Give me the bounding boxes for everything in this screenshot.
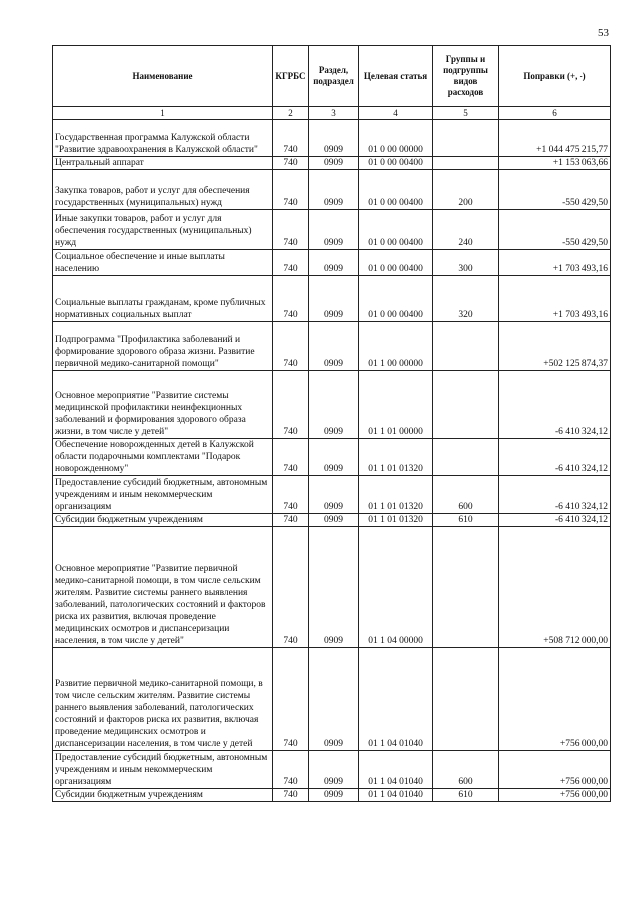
row-kgrbs: 740 (273, 476, 309, 514)
row-section: 0909 (309, 170, 359, 210)
row-target: 01 1 04 00000 (359, 527, 433, 648)
row-amount: +502 125 874,37 (499, 322, 611, 371)
row-section: 0909 (309, 157, 359, 170)
row-group (433, 439, 499, 476)
header-amendment: Поправки (+, -) (499, 46, 611, 107)
row-target: 01 0 00 00400 (359, 250, 433, 276)
row-kgrbs: 740 (273, 157, 309, 170)
row-target: 01 1 04 01040 (359, 751, 433, 789)
row-name: Подпрограмма "Профилактика заболеваний и формирование здорового образа жизни. Развитие первичной медико-санитарной помощи" (53, 322, 273, 371)
row-section: 0909 (309, 120, 359, 157)
row-target: 01 1 01 01320 (359, 514, 433, 527)
row-amount: +756 000,00 (499, 789, 611, 802)
row-group (433, 648, 499, 751)
row-amount: +756 000,00 (499, 648, 611, 751)
row-amount: +1 153 063,66 (499, 157, 611, 170)
row-section: 0909 (309, 250, 359, 276)
row-amount: -6 410 324,12 (499, 371, 611, 439)
row-group: 300 (433, 250, 499, 276)
row-name: Закупка товаров, работ и услуг для обеспечения государственных (муниципальных) нужд (53, 170, 273, 210)
row-kgrbs: 740 (273, 648, 309, 751)
row-name: Предоставление субсидий бюджетным, автономным учреждениям и иным некоммерческим организациям (53, 751, 273, 789)
row-target: 01 1 01 00000 (359, 371, 433, 439)
table-row (53, 789, 611, 802)
row-target: 01 1 04 01040 (359, 789, 433, 802)
row-section: 0909 (309, 789, 359, 802)
row-section: 0909 (309, 648, 359, 751)
row-kgrbs: 740 (273, 120, 309, 157)
table-row (53, 250, 611, 276)
row-name: Основное мероприятие "Развитие первичной медико-санитарной помощи, в том числе сельским жителям. Развитие системы раннего выявления заболеваний, патологических состояний и факторов риска их развития, включая проведение медицинских осмотров и диспансеризации населения, в том числе у детей" (53, 527, 273, 648)
row-kgrbs: 740 (273, 250, 309, 276)
row-amount: -6 410 324,12 (499, 439, 611, 476)
table-row (53, 648, 611, 751)
row-name: Иные закупки товаров, работ и услуг для обеспечения государственных (муниципальных) нужд (53, 210, 273, 250)
row-section: 0909 (309, 322, 359, 371)
header-name: Наименование (53, 46, 273, 107)
page-number: 53 (598, 27, 609, 39)
row-target: 01 0 00 00400 (359, 157, 433, 170)
row-group: 610 (433, 789, 499, 802)
column-number: 1 (53, 107, 273, 120)
row-group: 240 (433, 210, 499, 250)
table-row (53, 170, 611, 210)
column-number: 5 (433, 107, 499, 120)
table-row (53, 751, 611, 789)
row-target: 01 1 04 01040 (359, 648, 433, 751)
row-name: Государственная программа Калужской области "Развитие здравоохранения в Калужской области" (53, 120, 273, 157)
row-kgrbs: 740 (273, 527, 309, 648)
row-name: Социальные выплаты гражданам, кроме публичных нормативных социальных выплат (53, 276, 273, 322)
row-group (433, 371, 499, 439)
column-number: 6 (499, 107, 611, 120)
row-target: 01 0 00 00400 (359, 276, 433, 322)
row-name: Основное мероприятие "Развитие системы медицинской профилактики неинфекционных заболеваний и формирования здорового образа жизни, в том числе у детей" (53, 371, 273, 439)
row-section: 0909 (309, 276, 359, 322)
row-name: Предоставление субсидий бюджетным, автономным учреждениям и иным некоммерческим организациям (53, 476, 273, 514)
row-amount: +756 000,00 (499, 751, 611, 789)
row-group: 610 (433, 514, 499, 527)
row-target: 01 0 00 00000 (359, 120, 433, 157)
row-section: 0909 (309, 439, 359, 476)
row-section: 0909 (309, 527, 359, 648)
row-kgrbs: 740 (273, 514, 309, 527)
row-target: 01 1 00 00000 (359, 322, 433, 371)
row-group (433, 322, 499, 371)
row-amount: -6 410 324,12 (499, 514, 611, 527)
row-amount: +508 712 000,00 (499, 527, 611, 648)
row-target: 01 1 01 01320 (359, 476, 433, 514)
row-target: 01 0 00 00400 (359, 170, 433, 210)
row-kgrbs: 740 (273, 789, 309, 802)
table-row (53, 439, 611, 476)
row-name: Обеспечение новорожденных детей в Калужской области подарочными комплектами "Подарок новорожденному" (53, 439, 273, 476)
row-name: Социальное обеспечение и иные выплаты населению (53, 250, 273, 276)
row-kgrbs: 740 (273, 371, 309, 439)
row-name: Центральный аппарат (53, 157, 273, 170)
row-amount: -550 429,50 (499, 210, 611, 250)
row-group: 200 (433, 170, 499, 210)
row-name: Развитие первичной медико-санитарной помощи, в том числе сельским жителям. Развитие системы раннего выявления заболеваний, патологических состояний и факторов риска их развития, включая проведение медицинских осмотров и диспансеризации населения, в том числе у детей (53, 648, 273, 751)
row-kgrbs: 740 (273, 276, 309, 322)
budget-amendments-table (52, 45, 611, 802)
row-amount: +1 703 493,16 (499, 250, 611, 276)
row-kgrbs: 740 (273, 439, 309, 476)
column-number: 3 (309, 107, 359, 120)
table-row (53, 371, 611, 439)
row-section: 0909 (309, 210, 359, 250)
row-kgrbs: 740 (273, 322, 309, 371)
row-kgrbs: 740 (273, 170, 309, 210)
header-section: Раздел, подраздел (309, 46, 359, 107)
row-group: 320 (433, 276, 499, 322)
row-group (433, 120, 499, 157)
row-kgrbs: 740 (273, 751, 309, 789)
table-row (53, 476, 611, 514)
row-group: 600 (433, 751, 499, 789)
row-target: 01 0 00 00400 (359, 210, 433, 250)
table-row (53, 120, 611, 157)
header-group: Группы и подгруппы видов расходов (433, 46, 499, 107)
table-row (53, 157, 611, 170)
row-name: Субсидии бюджетным учреждениям (53, 789, 273, 802)
column-number: 2 (273, 107, 309, 120)
row-section: 0909 (309, 371, 359, 439)
column-number: 4 (359, 107, 433, 120)
row-amount: +1 703 493,16 (499, 276, 611, 322)
row-target: 01 1 01 01320 (359, 439, 433, 476)
table-row (53, 527, 611, 648)
row-amount: +1 044 475 215,77 (499, 120, 611, 157)
row-kgrbs: 740 (273, 210, 309, 250)
row-name: Субсидии бюджетным учреждениям (53, 514, 273, 527)
header-row (53, 46, 611, 107)
row-group (433, 527, 499, 648)
row-section: 0909 (309, 476, 359, 514)
header-kgrbs: КГРБС (273, 46, 309, 107)
table-row (53, 276, 611, 322)
row-section: 0909 (309, 751, 359, 789)
header-target: Целевая статья (359, 46, 433, 107)
row-amount: -550 429,50 (499, 170, 611, 210)
row-group (433, 157, 499, 170)
row-section: 0909 (309, 514, 359, 527)
column-number-row (53, 107, 611, 120)
table-row (53, 210, 611, 250)
table-row (53, 322, 611, 371)
row-group: 600 (433, 476, 499, 514)
table-row (53, 514, 611, 527)
row-amount: -6 410 324,12 (499, 476, 611, 514)
